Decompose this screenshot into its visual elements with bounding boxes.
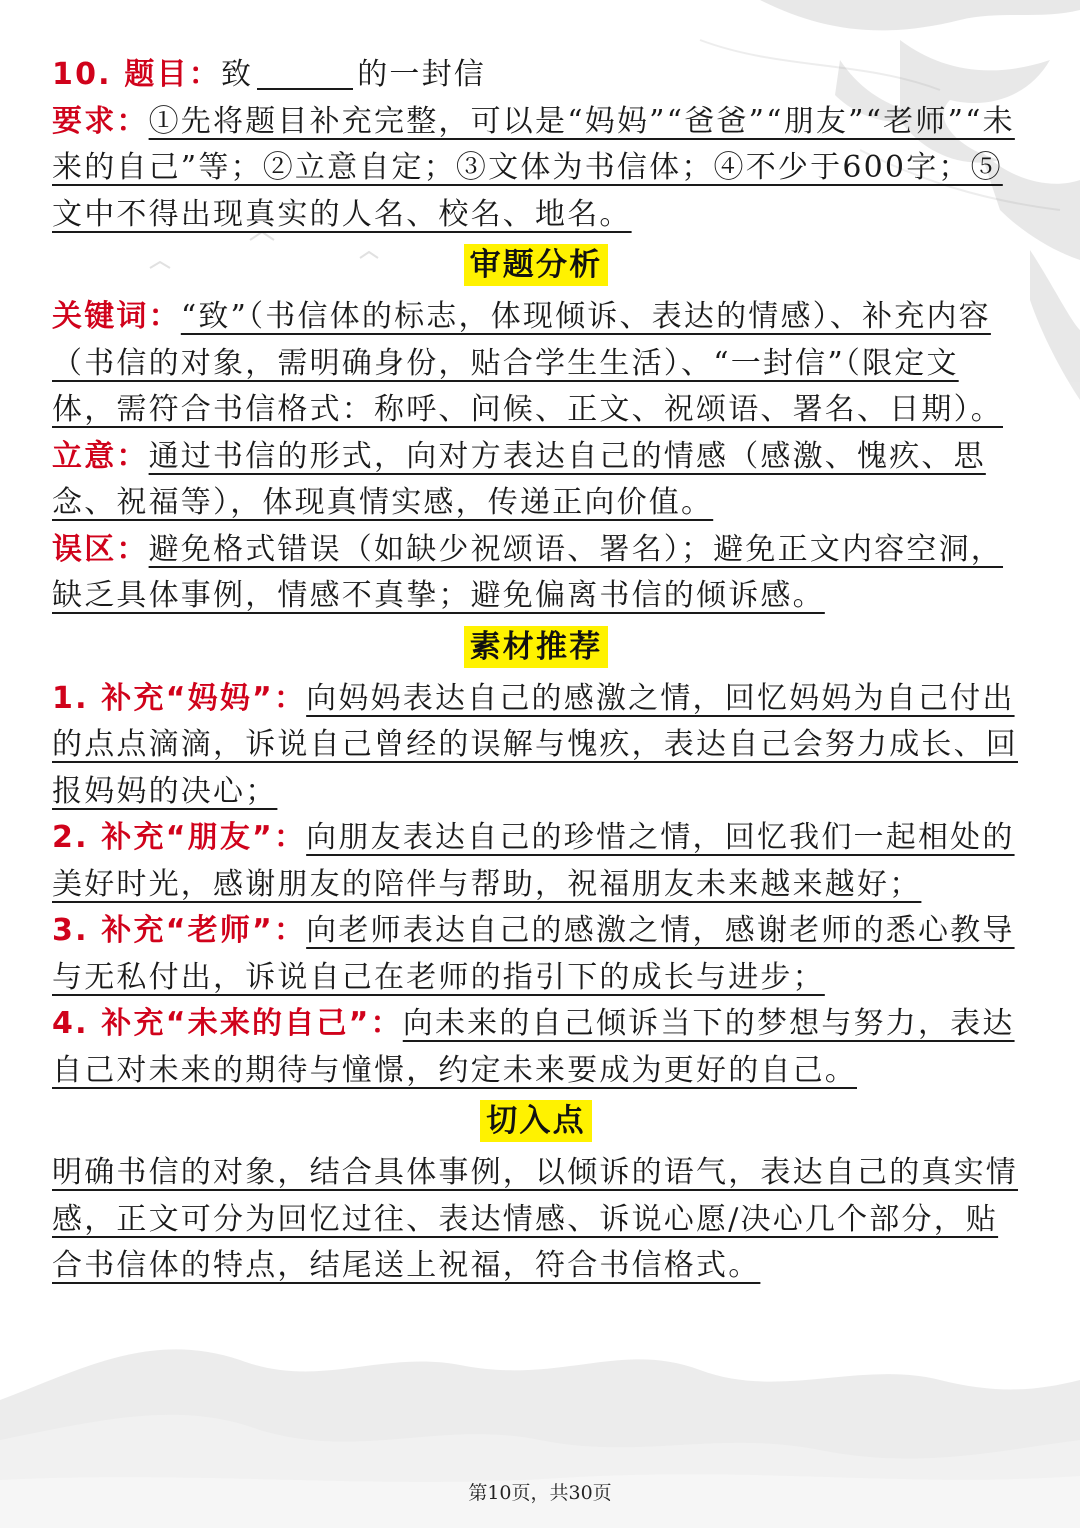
theme-text: 通过书信的形式，向对方表达自己的情感（感激、愧疚、思念、祝福等），体现真情实感，传递正向价值。 bbox=[52, 438, 986, 520]
content-area bbox=[52, 52, 1020, 1290]
theme-label: 立意： bbox=[52, 438, 149, 474]
pitfalls-label: 误区： bbox=[52, 531, 149, 567]
material-text: 向妈妈表达自己的感激之情，回忆妈妈为自己付出的点点滴滴，诉说自己曾经的误解与愧疚，表达自己会努力成长、回报妈妈的决心； bbox=[52, 680, 1018, 809]
title-prefix: 致 bbox=[221, 57, 254, 92]
keywords-label: 关键词： bbox=[52, 299, 181, 334]
entry-heading: 切入点 bbox=[480, 1100, 592, 1142]
analysis-heading: 审题分析 bbox=[464, 244, 609, 286]
requirement-text: ①先将题目补充完整，可以是“妈妈”“爸爸”“朋友”“老师”“未来的自己”等；②立意自定；③文体为书信体；④不少于600字；⑤文中不得出现真实的人名、校名、地名。 bbox=[52, 103, 1015, 232]
theme-block bbox=[52, 434, 1020, 527]
entry-block bbox=[52, 1150, 1020, 1290]
requirement-block bbox=[52, 99, 1020, 239]
question-title bbox=[52, 52, 1020, 99]
keywords-text: “致”（书信体的标志，体现倾诉、表达的情感）、补充内容（书信的对象，需明确身份，贴合学生生活）、“一封信”（限定文体，需符合书信格式：称呼、问候、正文、祝颂语、署名、日期）。 bbox=[52, 299, 1003, 427]
pitfalls-block bbox=[52, 527, 1020, 620]
material-text: 向老师表达自己的感激之情，感谢老师的悉心教导与无私付出，诉说自己在老师的指引下的成长与进步； bbox=[52, 913, 1015, 995]
section-heading-entry bbox=[52, 1094, 1020, 1150]
material-item bbox=[52, 676, 1020, 816]
materials-heading: 素材推荐 bbox=[464, 626, 609, 668]
title-label: 10. 题目： bbox=[52, 57, 221, 92]
material-label: 1. 补充“妈妈”： bbox=[52, 680, 307, 716]
material-item bbox=[52, 815, 1020, 908]
requirement-label: 要求： bbox=[52, 103, 149, 139]
material-text: 向朋友表达自己的珍惜之情，回忆我们一起相处的美好时光，感谢朋友的陪伴与帮助，祝福朋友未来越来越好； bbox=[52, 820, 1015, 902]
entry-text: 明确书信的对象，结合具体事例，以倾诉的语气，表达自己的真实情感，正文可分为回忆过往、表达情感、诉说心愿/决心几个部分，贴合书信体的特点，结尾送上祝福，符合书信格式。 bbox=[52, 1155, 1018, 1283]
material-item bbox=[52, 908, 1020, 1001]
pitfalls-text: 避免格式错误（如缺少祝颂语、署名）；避免正文内容空洞，缺乏具体事例，情感不真挚；避免偏离书信的倾诉感。 bbox=[52, 531, 1004, 613]
material-label: 3. 补充“老师”： bbox=[52, 913, 307, 948]
keywords-block bbox=[52, 294, 1020, 434]
material-label: 2. 补充“朋友”： bbox=[52, 820, 307, 855]
material-text: 向未来的自己倾诉当下的梦想与努力，表达自己对未来的期待与憧憬，约定未来要成为更好的自己。 bbox=[52, 1006, 1015, 1088]
section-heading-analysis bbox=[52, 238, 1020, 294]
section-heading-materials bbox=[52, 620, 1020, 676]
title-suffix: 的一封信 bbox=[357, 57, 487, 92]
title-blank bbox=[257, 58, 353, 90]
material-item bbox=[52, 1001, 1020, 1094]
page-number: 第10页，共30页 bbox=[468, 1482, 612, 1504]
material-label: 4. 补充“未来的自己”： bbox=[52, 1006, 403, 1041]
